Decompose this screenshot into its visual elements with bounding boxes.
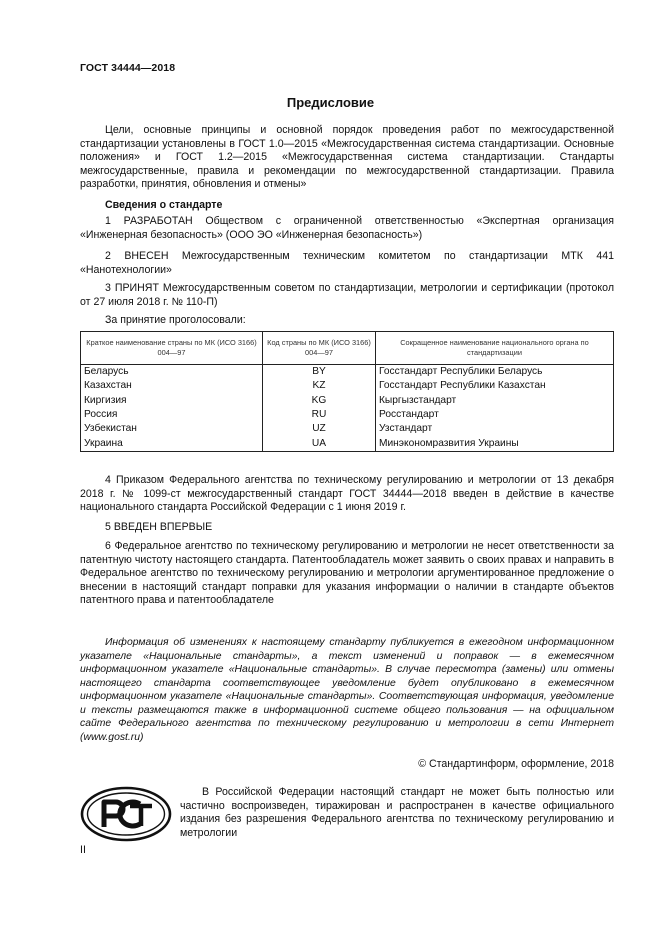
code-cell: KZ [263, 379, 376, 393]
code-cell: RU [263, 408, 376, 422]
code-cell: UZ [263, 422, 376, 436]
authority-cell: Госстандарт Республики Беларусь [376, 365, 614, 380]
section-title: Сведения о стандарте [105, 199, 223, 211]
code-cell: KG [263, 394, 376, 408]
voting-table [80, 331, 614, 452]
country-cell: Беларусь [81, 365, 263, 380]
item-introduced: 2 ВНЕСЕН Межгосударственным техническим комитетом по стандартизации МТК 441 «Нанотехнологии» [80, 250, 614, 276]
reproduction-notice: В Российской Федерации настоящий стандарт не может быть полностью или частично воспроизведен, тиражирован и распространен в качестве официального издания без разрешения Федерального агентства по техническому регулированию и метрологии [180, 786, 614, 839]
authority-cell: Госстандарт Республики Казахстан [376, 379, 614, 393]
table-row [81, 422, 614, 436]
page-number: II [80, 844, 86, 856]
intro-paragraph: Цели, основные принципы и основной порядок проведения работ по межгосударственной стандартизации установлены в ГОСТ 1.0—2015 «Межгосударственная система стандартизации. Основные положения» и ГОСТ 1.2—2015 «Межгосударственная система стандартизации. Стандарты межгосударственные, правила и рекомендации по межгосударственной стандартизации. Правила разработки, принятия, обновления и отмены» [80, 124, 614, 191]
code-cell: BY [263, 365, 376, 380]
country-cell: Узбекистан [81, 422, 263, 436]
country-cell: Киргизия [81, 394, 263, 408]
voted-label: За принятие проголосовали: [105, 314, 246, 326]
column-header-authority: Сокращенное наименование национального органа по стандартизации [376, 332, 614, 365]
column-header-code: Код страны по МК (ИСО 3166) 004—97 [263, 332, 376, 365]
copyright-line: © Стандартинформ, оформление, 2018 [418, 758, 614, 770]
changes-info-notice: Информация об изменениях к настоящему стандарту публикуется в ежегодном информационном указателе «Национальные стандарты», а текст изменений и поправок — в ежемесячном информационном указателе «Национальные стандарты». В случае пересмотра (замены) или отмены настоящего стандарта соответствующее уведомление будет опубликовано в ежемесячном информационном указателе «Национальные стандарты». Соответствующая информация, уведомление и тексты размещаются также в информационной системе общего пользования — на официальном сайте Федерального агентства по техническому регулированию и метрологии в сети Интернет (www.gost.ru) [80, 637, 614, 743]
table-row [81, 365, 614, 380]
code-cell: UA [263, 436, 376, 451]
authority-cell: Росстандарт [376, 408, 614, 422]
table-row [81, 394, 614, 408]
gost-r-logo-icon [80, 786, 172, 842]
country-cell: Украина [81, 436, 263, 451]
column-header-country: Краткое наименование страны по МК (ИСО 3166) 004—97 [81, 332, 263, 365]
table-row [81, 436, 614, 451]
item-patent: 6 Федеральное агентство по техническому регулированию и метрологии не несет ответственности за патентную чистоту настоящего стандарта. Патентообладатель может заявить о своих правах и направить в Федеральное агентство по техническому регулированию и метрологии аргументированное предложение о внесении в настоящий стандарт поправки для указания информации о наличии в стандарте объектов патентного права и патентообладателе [80, 540, 614, 607]
country-cell: Россия [81, 408, 263, 422]
authority-cell: Минэкономразвития Украины [376, 436, 614, 451]
item-first-introduced: 5 ВВЕДЕН ВПЕРВЫЕ [105, 521, 213, 533]
page-title: Предисловие [286, 95, 375, 110]
table-header-row [81, 332, 614, 365]
table-row [81, 379, 614, 393]
table-row [81, 408, 614, 422]
item-adopted: 3 ПРИНЯТ Межгосударственным советом по стандартизации, метрологии и сертификации (протокол от 27 июля 2018 г. № 110-П) [80, 282, 614, 308]
item-developed: 1 РАЗРАБОТАН Обществом с ограниченной ответственностью «Экспертная организация «Инженерная безопасность» (ООО ЭО «Инженерная безопасность») [80, 215, 614, 241]
country-cell: Казахстан [81, 379, 263, 393]
authority-cell: Кыргызстандарт [376, 394, 614, 408]
authority-cell: Узстандарт [376, 422, 614, 436]
item-order: 4 Приказом Федерального агентства по техническому регулированию и метрологии от 13 декабря 2018 г. № 1099-ст межгосударственный стандарт ГОСТ 34444—2018 введен в действие в качестве национального стандарта Российской Федерации с 1 июня 2019 г. [80, 474, 614, 514]
document-code: ГОСТ 34444—2018 [80, 62, 176, 74]
